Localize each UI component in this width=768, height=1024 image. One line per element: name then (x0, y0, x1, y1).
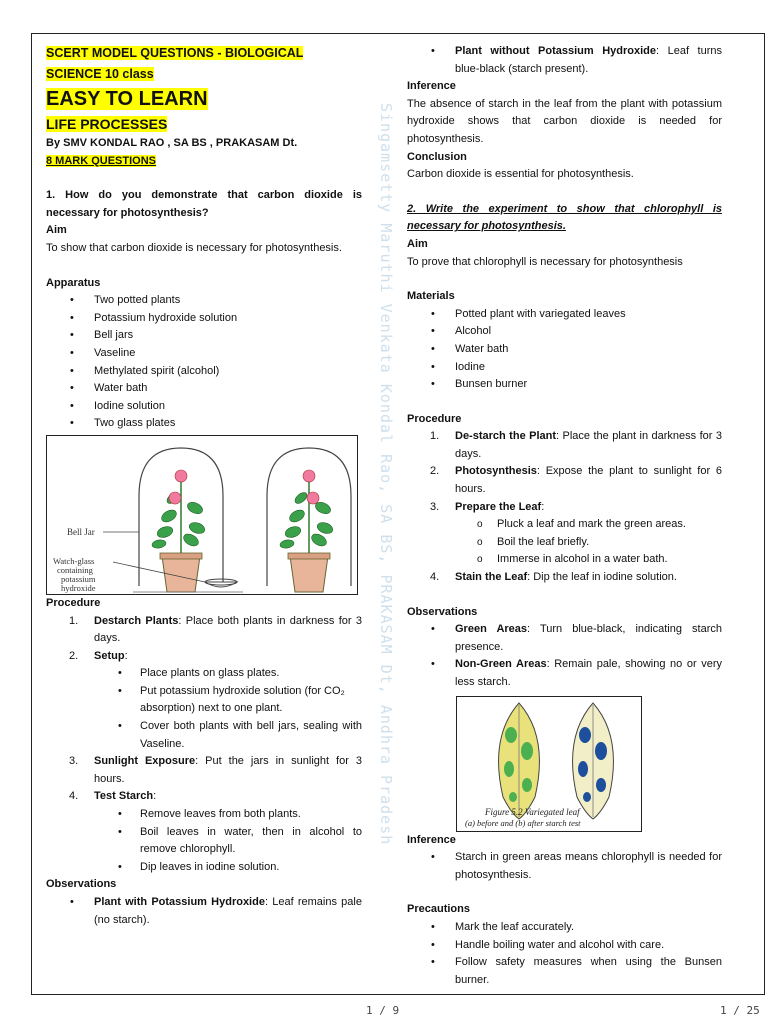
watermark: Singamsetty Maruthi Venkata Kondal Rao, SA BS, PRAKASAM Dt, Andhra Pradesh (377, 103, 395, 846)
list-item: 1. De-starch the Plant: Place the plant in darkness for 3 days. (430, 430, 723, 460)
list-item: o Boil the leaf briefly. (497, 534, 722, 552)
q2-procedure-label: Procedure (407, 412, 462, 425)
bell-jar-illustration (47, 436, 357, 594)
figure-caption-1: Figure 5.2 Variegated leaf (485, 806, 580, 817)
left-column (46, 43, 362, 929)
list-item: 4. Stain the Leaf: Dip the leaf in iodine solution. (430, 571, 677, 584)
list-item: 2. Setup: • Place plants on glass plates. • Put potassium hydroxide solution (for CO₂ absorption) next to one plant. • Cover both plants with bell jars, sealing with Vaseline. (94, 648, 362, 754)
right-column (407, 43, 722, 989)
list-item: • Iodine (455, 359, 722, 377)
list-item: • Put potassium hydroxide solution (for CO₂ absorption) next to one plant. (140, 683, 362, 718)
q2-inference-label: Inference (407, 833, 456, 846)
list-item: • Bell jars (94, 327, 362, 345)
q1-conclusion: Carbon dioxide is essential for photosynthesis. (407, 168, 634, 181)
list-item: 3. Prepare the Leaf: o Pluck a leaf and mark the green areas. o Boil the leaf briefly. o Immerse in alcohol in a water bath. (455, 499, 722, 569)
list-item: • Alcohol (455, 323, 722, 341)
q2-observations-label: Observations (407, 605, 478, 618)
variegated-leaf-illustration (457, 697, 641, 831)
q1-test-sublist (94, 806, 362, 876)
list-item: • Potassium hydroxide solution (94, 310, 362, 328)
list-item: • Two glass plates (94, 415, 362, 433)
list-item: • Bunsen burner (455, 376, 722, 394)
list-item: 2. Photosynthesis: Expose the plant to sunlight for 6 hours. (430, 465, 722, 496)
watch-glass-label-1: Watch-glass (53, 555, 95, 566)
q2-materials-label: Materials (407, 290, 455, 303)
q2-aim-label: Aim (407, 237, 428, 250)
watch-glass-label-4: hydroxide (61, 582, 96, 593)
list-item: • Follow safety measures when using the Bunsen burner. (455, 954, 722, 989)
q1-procedure-list (46, 613, 362, 877)
q1-inference-label: Inference (407, 80, 456, 93)
marks-heading: 8 MARK QUESTIONS (46, 154, 157, 167)
list-item: • Water bath (94, 380, 362, 398)
q1-procedure-label: Procedure (46, 596, 101, 609)
q2-procedure-list (407, 428, 722, 586)
variegated-leaf-figure (456, 696, 642, 832)
author-line: By SMV KONDAL RAO , SA BS , PRAKASAM Dt. (46, 137, 298, 149)
q1-conclusion-label: Conclusion (407, 150, 467, 163)
watch-glass-label-2: containing (57, 564, 93, 575)
q2-observations-list (407, 621, 722, 691)
list-item: • Dip leaves in iodine solution. (140, 859, 362, 877)
page-title: EASY TO LEARN (46, 88, 208, 110)
q2-inference-list (407, 849, 722, 884)
list-item: • Plant with Potassium Hydroxide: Leaf remains pale (no starch). (94, 894, 362, 929)
list-item: • Mark the leaf accurately. (455, 919, 722, 937)
chapter-title: LIFE PROCESSES (46, 116, 168, 132)
list-item: • Vaseline (94, 345, 362, 363)
list-item: • Methylated spirit (alcohol) (94, 363, 362, 381)
list-item: • Two potted plants (94, 292, 362, 310)
q2-materials-list (407, 306, 722, 394)
list-item: • Non-Green Areas: Remain pale, showing no or very less starch. (455, 656, 722, 691)
list-item: • Cover both plants with bell jars, sealing with Vaseline. (140, 718, 362, 753)
list-item: • Starch in green areas means chlorophyll is needed for photosynthesis. (455, 849, 722, 884)
q1-apparatus-list (46, 292, 362, 433)
header-line1: SCERT MODEL QUESTIONS - BIOLOGICAL (46, 46, 304, 60)
bell-jar-figure (46, 435, 358, 595)
page-number-right: 1 / 25 (720, 1004, 760, 1017)
q2-precautions-list (407, 919, 722, 989)
q1-aim-label: Aim (46, 224, 67, 237)
q1-question: 1. How do you demonstrate that carbon dioxide is necessary for photosynthesis? (46, 189, 362, 219)
list-item: o Pluck a leaf and mark the green areas. (497, 516, 722, 534)
q2-prepare-sublist (455, 516, 722, 569)
q1-observations-list (46, 894, 362, 929)
q2-precautions-label: Precautions (407, 903, 470, 916)
q2-question: 2. Write the experiment to show that chlorophyll is necessary for photosynthesis. (407, 202, 722, 233)
q1-aim: To show that carbon dioxide is necessary for photosynthesis. (46, 241, 342, 254)
list-item: 1. Destarch Plants: Place both plants in darkness for 3 days. (69, 614, 362, 645)
list-item: o Immerse in alcohol in a water bath. (497, 551, 722, 569)
q1-observations-list-cont (407, 43, 722, 78)
list-item: • Plant without Potassium Hydroxide: Leaf turns blue-black (starch present). (455, 43, 722, 78)
list-item: • Potted plant with variegated leaves (455, 306, 722, 324)
figure-caption-2: (a) before and (b) after starch test (465, 817, 581, 828)
list-item: 4. Test Starch: • Remove leaves from both plants. • Boil leaves in water, then in alcohol to remove chlorophyll. • Dip leaves in iodine solution. (94, 788, 362, 876)
q1-setup-sublist (94, 665, 362, 753)
page-number-center: 1 / 9 (366, 1004, 400, 1017)
q1-apparatus-label: Apparatus (46, 276, 101, 289)
q1-inference: The absence of starch in the leaf from the plant with potassium hydroxide shows that carbon dioxide is needed for photosynthesis. (407, 97, 722, 145)
list-item: • Handle boiling water and alcohol with care. (455, 937, 722, 955)
list-item: • Water bath (455, 341, 722, 359)
bell-jar-label: Bell Jar (67, 526, 95, 537)
list-item: • Green Areas: Turn blue-black, indicating starch presence. (455, 621, 722, 656)
list-item: 3. Sunlight Exposure: Put the jars in sunlight for 3 hours. (69, 755, 362, 785)
q2-aim: To prove that chlorophyll is necessary for photosynthesis (407, 255, 683, 268)
list-item: • Place plants on glass plates. (140, 665, 362, 683)
watch-glass-label-3: potassium (61, 573, 96, 584)
list-item: • Iodine solution (94, 398, 362, 416)
list-item: • Boil leaves in water, then in alcohol to remove chlorophyll. (140, 824, 362, 859)
list-item: • Remove leaves from both plants. (140, 806, 362, 824)
header-line2: SCIENCE 10 class (46, 67, 154, 81)
q1-observations-label: Observations (46, 878, 117, 891)
